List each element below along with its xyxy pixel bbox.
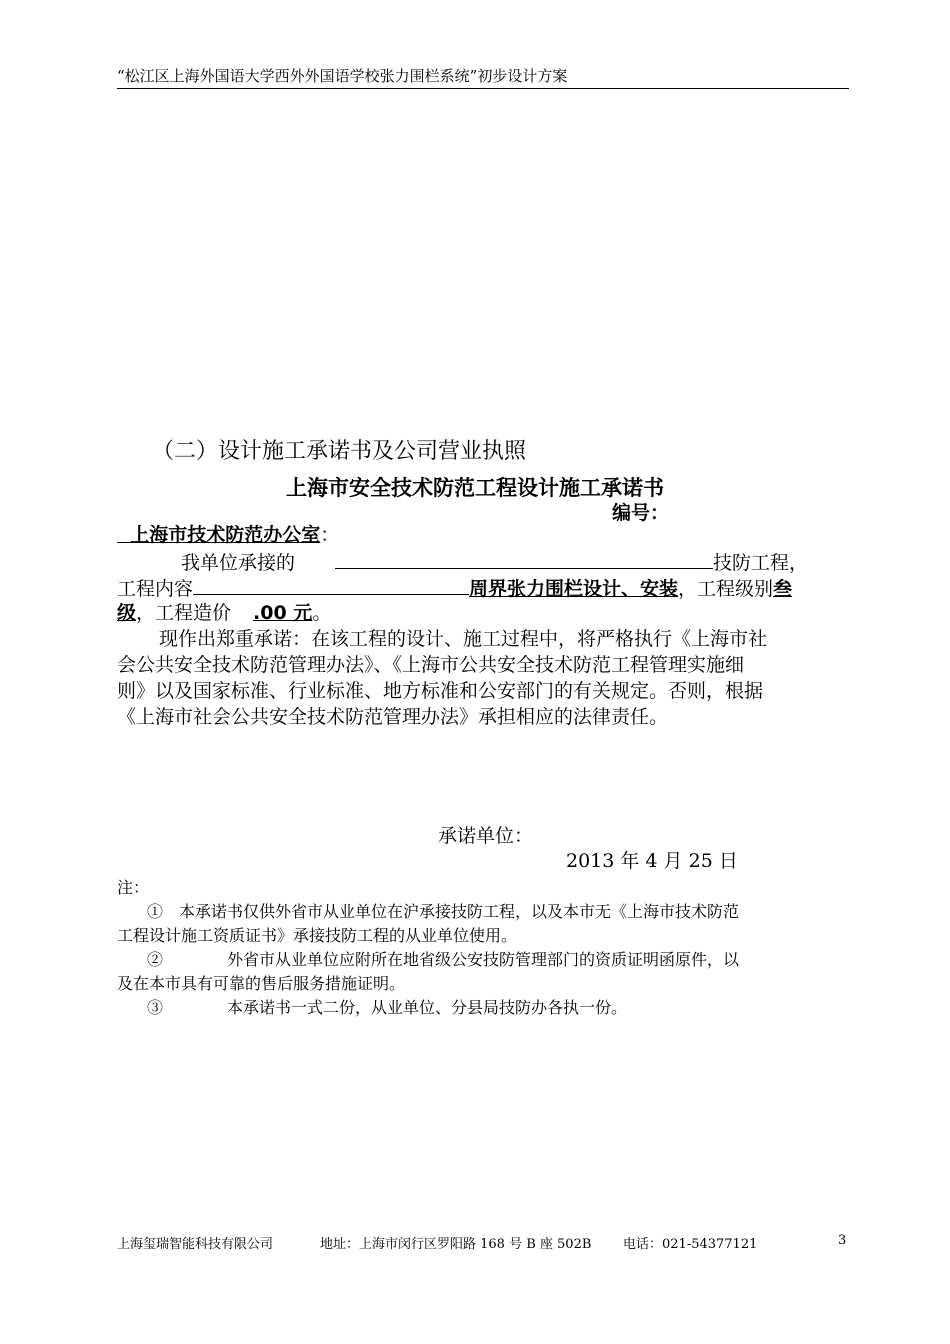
project-line (117, 548, 808, 576)
pledge-line-2: 会公共安全技术防范管理办法》、《上海市公共安全技术防范工程管理实施细 (117, 654, 745, 676)
content-blank (193, 574, 469, 595)
level-label: ，工程级别 (678, 578, 774, 600)
page-number: 3 (838, 1233, 847, 1248)
number-label: 编号： (612, 502, 670, 524)
page-header: “松江区上海外国语大学西外外国语学校张力围栏系统”初步设计方案 (117, 66, 849, 89)
cost-line (117, 600, 331, 626)
level-value-2: 级 (117, 602, 137, 624)
project-name-blank (335, 548, 713, 569)
notes-label: 注： (117, 878, 150, 897)
note-3: ③ 本承诺书一式二份，从业单位、分县局技防办各执一份。 (147, 998, 628, 1017)
section-heading: （二）设计施工承诺书及公司营业执照 (152, 439, 527, 464)
note-2-cont: 及在本市具有可靠的售后服务措施证明。 (117, 974, 406, 993)
cost-end: 。 (312, 602, 332, 624)
note-1-cont: 工程设计施工资质证书》承接技防工程的从业单位使用。 (117, 926, 518, 945)
signer-label: 承诺单位： (438, 825, 534, 847)
cost-label: ，工程造价 (136, 602, 232, 624)
footer-company: 上海玺瑞智能科技有限公司 (117, 1237, 274, 1252)
pledge-line-3: 则》以及国家标准、行业标准、地方标准和公安部门的有关规定。否则，根据 (117, 680, 764, 702)
note-1: ① 本承诺书仅供外省市从业单位在沪承接技防工程，以及本市无《上海市技术防范 (147, 902, 740, 921)
addressee: 上海市技术防范办公室 (130, 524, 321, 546)
pledge-line-1: 现作出郑重承诺：在该工程的设计、施工过程中，将严格执行《上海市社 (159, 628, 768, 650)
document-title: 上海市安全技术防范工程设计施工承诺书 (286, 476, 664, 500)
content-prefix: 工程内容 (117, 578, 194, 600)
addressee-colon: ： (320, 524, 340, 546)
footer-phone: 电话：021-54377121 (623, 1237, 758, 1252)
addressee-line (117, 522, 339, 548)
note-2: ② 外省市从业单位应附所在地省级公安技防管理部门的资质证明函原件，以 (147, 950, 740, 969)
cost-value: .00 元 (253, 602, 313, 624)
project-prefix: 我单位承接的 (181, 552, 296, 574)
content-line (117, 574, 849, 602)
level-value: 叁 (773, 578, 793, 600)
sign-date: 2013 年 4 月 25 日 (566, 850, 738, 872)
pledge-line-4: 《上海市社会公共安全技术防范管理办法》承担相应的法律责任。 (117, 706, 669, 728)
content-value: 周界张力围栏设计、安装 (469, 578, 679, 600)
footer-address: 地址：上海市闵行区罗阳路 168 号 B 座 502B (320, 1237, 592, 1252)
project-suffix: 技防工程， (713, 552, 809, 574)
